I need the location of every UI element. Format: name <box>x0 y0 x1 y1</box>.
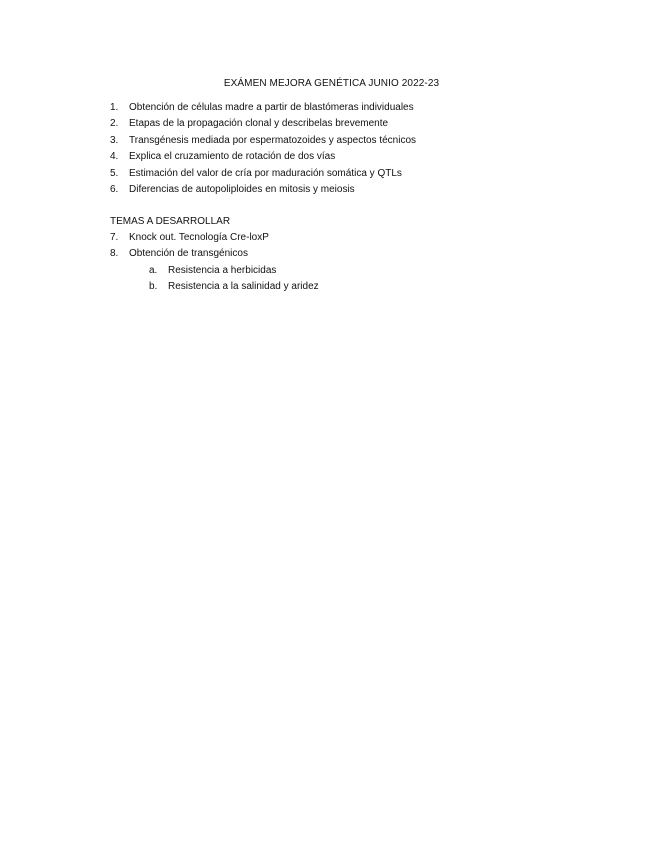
section-heading: TEMAS A DESARROLLAR <box>110 216 231 227</box>
question-text: Obtención de células madre a partir de blastómeras individuales <box>129 102 414 113</box>
question-number: 6. <box>110 184 119 195</box>
subtopic-text: Resistencia a herbicidas <box>168 265 277 276</box>
question-item <box>110 134 416 148</box>
question-item <box>110 117 388 131</box>
question-text: Transgénesis mediada por espermatozoides y aspectos técnicos <box>129 135 417 146</box>
topic-item <box>110 231 269 245</box>
topic-text: Obtención de transgénicos <box>129 248 248 259</box>
subtopic-text: Resistencia a la salinidad y aridez <box>168 281 319 292</box>
question-text: Etapas de la propagación clonal y describelas brevemente <box>129 118 389 129</box>
topic-number: 7. <box>110 232 119 243</box>
subtopic-item <box>149 280 319 294</box>
topic-text: Knock out. Tecnología Cre-loxP <box>129 232 269 243</box>
exam-title: EXÁMEN MEJORA GENÉTICA JUNIO 2022-23 <box>223 78 440 89</box>
question-text: Estimación del valor de cría por maduración somática y QTLs <box>129 168 402 179</box>
question-number: 5. <box>110 168 119 179</box>
subtopic-letter: b. <box>149 281 158 292</box>
question-text: Diferencias de autopoliploides en mitosis y meiosis <box>129 184 355 195</box>
question-text: Explica el cruzamiento de rotación de dos vías <box>129 151 336 162</box>
question-item <box>110 150 335 164</box>
topic-number: 8. <box>110 248 119 259</box>
question-number: 2. <box>110 118 119 129</box>
question-item <box>110 101 414 115</box>
question-item <box>110 167 402 181</box>
subtopic-letter: a. <box>149 265 158 276</box>
question-number: 3. <box>110 135 119 146</box>
question-item <box>110 183 355 197</box>
question-number: 4. <box>110 151 119 162</box>
topic-item <box>110 247 248 261</box>
question-number: 1. <box>110 102 119 113</box>
subtopic-item <box>149 264 276 278</box>
